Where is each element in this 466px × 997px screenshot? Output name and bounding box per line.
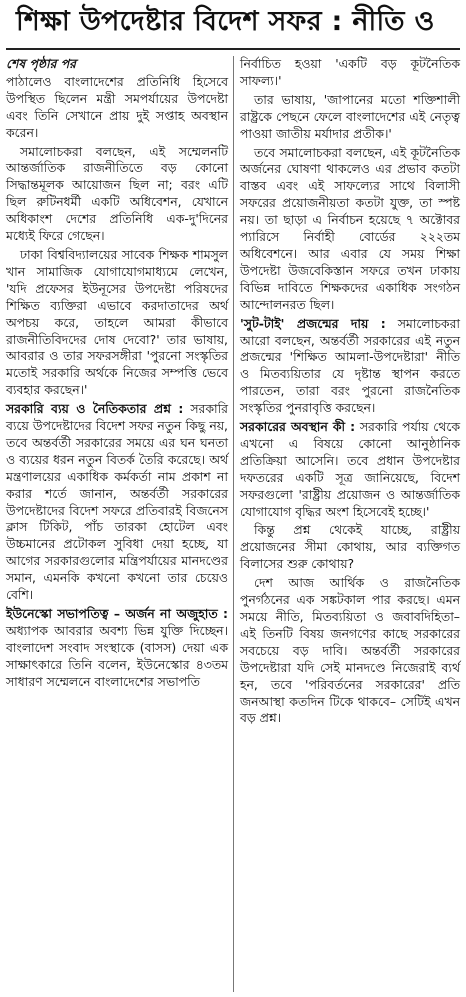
paragraph-text: সরকারি পর্যায় থেকে এখনো এ বিষয়ে কোনো আনুষ্ঠানিক প্রতিক্রিয়া আসেনি। তবে প্রধান উপদেষ্টার দফতরের একটি সূত্র জানিয়েছে, বিদেশ সফরগুলো 'রাষ্ট্রীয় প্রয়োজন ও আন্তর্জাতিক যোগাযোগ বৃদ্ধির অংশ হিসেবেই হচ্ছে।': [240, 419, 460, 519]
right-column: [240, 56, 460, 729]
paragraph: ঢাকা বিশ্ববিদ্যালয়ের সাবেক শিক্ষক শামসুল খান সামাজিক যোগাযোগমাধ্যমে লেখেন, 'যদি প্রফেসর ইউনূসের উপদেষ্টা পরিষদের শিক্ষিত ব্যক্তিরা এভাবে করদাতাদের অর্থ অপচয় করে, তাহলে আমরা কীভাবে রাজনীতিবিদদের দোষ দেবো?' তার ভাষায়, আবরার ও তার সফরসঙ্গীরা 'পুরনো সংস্কৃতির মতোই সরকারি অর্থকে নিজের সম্পত্তি ভেবে ব্যবহার করছেন।': [6, 246, 228, 398]
paragraph-text: সরকারি ব্যয়ে উপদেষ্টাদের বিদেশ সফর নতুন কিছু নয়, তবে অন্তর্বর্তী সরকারের সময়ে এর ঘন ঘনতা ও ব্যয়ের ধরন নতুন বিতর্ক তৈরি করেছে। অর্থ মন্ত্রণালয়ের একাধিক কর্মকর্তা নাম প্রকাশ না করার শর্তে জানান, অন্তর্বর্তী সরকারের উপদেষ্টাদের বিদেশ সফরে প্রতিবারই বিজনেস ক্লাস টিকিট, পাঁচ তারকা হোটেল এবং উচ্চমানের প্রটোকল সুবিধা দেয়া হচ্ছে, যা আগের সরকারগুলোর মন্ত্রিপর্যায়ের মানদণ্ডের সমান, এমনকি কখনো কখনো তার চেয়েও বেশি।: [6, 401, 228, 603]
column-divider: [233, 56, 234, 992]
subheading: ইউনেস্কো সভাপতিত্ব – অর্জন না অজুহাত :: [6, 606, 228, 621]
paragraph-text: অধ্যাপক আবরার অবশ্য ভিন্ন যুক্তি দিচ্ছেন। বাংলাদেশ সংবাদ সংস্থাকে (বাসস) দেয়া এক সাক্ষাৎকারে তিনি বলেন, ইউনেস্কোর ৪৩তম সাধারণ সম্মেলনে বাংলাদেশের সভাপতি: [6, 622, 228, 689]
paragraph: তবে সমালোচকরা বলছেন, এই কূটনৈতিক অর্জনের ঘোষণা থাকলেও এর প্রভাব কতটা বাস্তব এবং এই সাফল্যের সাথে বিলাসী সফরের প্রয়োজনীয়তা কতটা যুক্ত, তা স্পষ্ট নয়। তা ছাড়া এ নির্বাচন হয়েছে ৭ অক্টোবর প্যারিসে নির্বাহী বোর্ডের ২২২তম অধিবেশনে। আর এবার যে সময় শিক্ষা উপদেষ্টা উজবেকিস্তান সফরে তখন ঢাকায় বিভিন্ন দাবিতে শিক্ষকদের একাধিক সংগঠন আন্দোলনরত ছিল।: [240, 144, 460, 312]
headline-text: শিক্ষা উপদেষ্টার বিদেশ সফর : নীতি ও: [16, 6, 435, 37]
subheading: সরকারি ব্যয় ও নৈতিকতার প্রশ্ন :: [6, 401, 184, 417]
subheading-paragraph: [6, 606, 228, 691]
paragraph: পাঠালেও বাংলাদেশের প্রতিনিধি হিসেবে উপস্থিত ছিলেন মন্ত্রী সমপর্যায়ের উপদেষ্টা এবং তিনি সেখানে প্রায় দুই সপ্তাহ অবস্থান করেন।: [6, 73, 228, 140]
continued-label: শেষ পৃষ্ঠার পর: [6, 56, 76, 71]
paragraph: নির্বাচিত হওয়া 'একটি বড় কূটনৈতিক সাফল্য।': [240, 56, 460, 88]
headline-rule: [6, 48, 460, 50]
subheading: সরকারের অবস্থান কী :: [240, 419, 356, 435]
paragraph: কিন্তু প্রশ্ন থেকেই যাচ্ছে, রাষ্ট্রীয় প্রয়োজনের সীমা কোথায়, আর ব্যক্তিগত বিলাসের শুরু কোথায়?: [240, 522, 460, 572]
paragraph: সমালোচকরা বলছেন, এই সম্মেলনটি আন্তর্জাতিক রাজনীতিতে বড় কোনো সিদ্ধান্তমূলক আয়োজন ছিল না; বরং এটি ছিল রুটিনধর্মী একটি অধিবেশন, যেখানে অধিকাংশ দেশের প্রতিনিধি এক-দু'দিনের মধ্যেই ফিরে গেছেন।: [6, 143, 228, 244]
paragraph: তার ভাষায়, 'জাপানের মতো শক্তিশালী রাষ্ট্রকে পেছনে ফেলে বাংলাদেশের এই নেতৃত্ব পাওয়া জাতীয় মর্যাদার প্রতীক।': [240, 91, 460, 141]
subheading: 'সুট-টাই' প্রজন্মের দায় :: [240, 315, 386, 331]
subheading-paragraph: [240, 419, 460, 520]
paragraph: দেশ আজ আর্থিক ও রাজনৈতিক পুনর্গঠনের এক সঙ্কটকাল পার করছে। এমন সময়ে নীতি, মিতব্যয়িতা ও জবাবদিহিতা– এই তিনটি বিষয় জনগণের কাছে সরকারের সবচেয়ে বড় দাবি। অন্তর্বর্তী সরকারের উপদেষ্টারা যদি সেই মানদণ্ডে নিজেরাই ব্যর্থ হন, তবে 'পরিবর্তনের সরকারের' প্রতি জনআস্থা কতদিন টিকে থাকবে– সেটিই এখন বড় প্রশ্ন।: [240, 575, 460, 726]
subheading-paragraph: [240, 316, 460, 417]
left-column: [6, 56, 228, 693]
subheading-paragraph: [6, 401, 228, 604]
headline: [0, 0, 466, 48]
paragraph-text: সমালোচকরা আরো বলছেন, অন্তর্বর্তী সরকারের এই নতুন প্রজন্মের 'শিক্ষিত আমলা-উপদেষ্টারা' নীতি ও মিতব্যয়িতার যে দৃষ্টান্ত স্থাপন করতে পারতেন, তারা বরং পুরনো রাজনৈতিক সংস্কৃতির পুনরাবৃত্তি করছেন।: [240, 315, 460, 416]
